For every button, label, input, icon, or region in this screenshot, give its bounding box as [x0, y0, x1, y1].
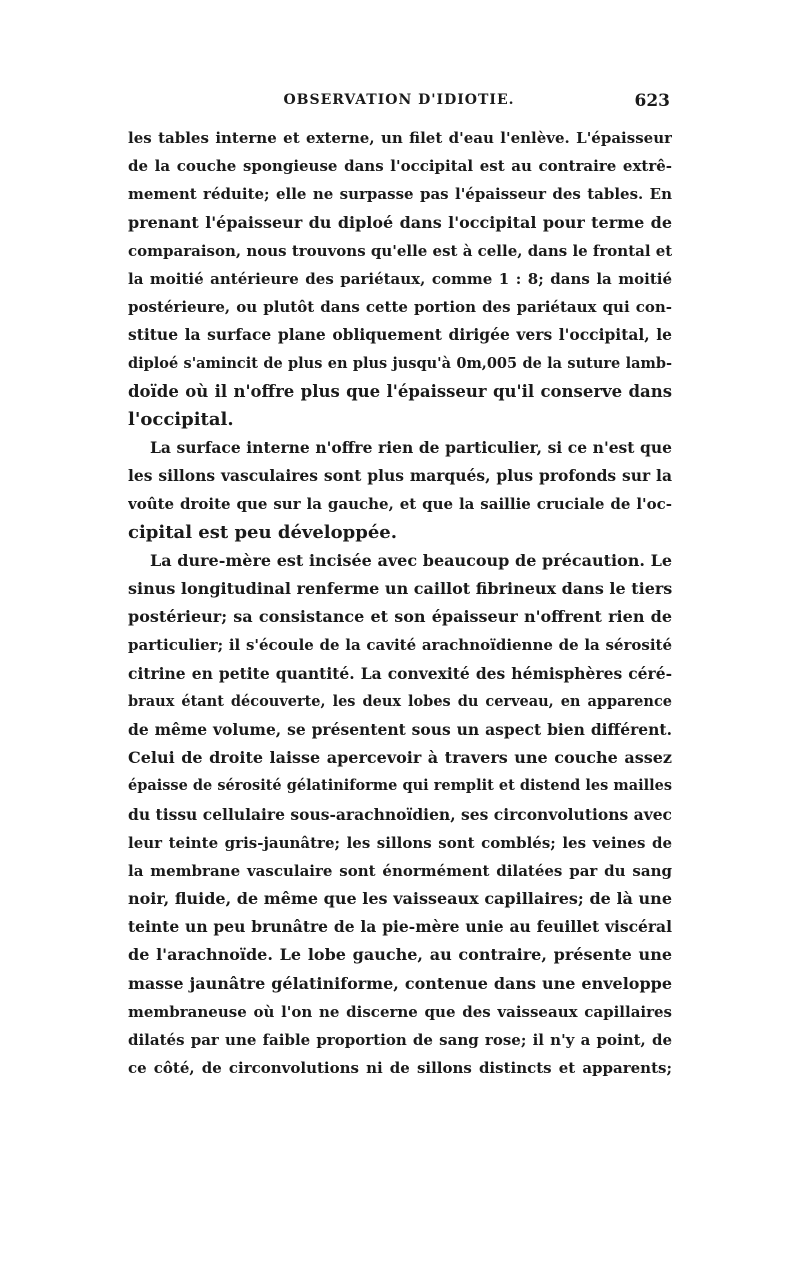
text-line: l'occipital.	[128, 408, 234, 430]
text-line: mement réduite; elle ne surpasse pas l'épaisseur des tables. En	[128, 185, 672, 204]
text-line: du tissu cellulaire sous-arachnoïdien, ses circonvolutions avec	[128, 804, 672, 824]
text-line: La dure-mère est incisée avec beaucoup de précaution. Le	[150, 550, 672, 570]
text-line: teinte un peu brunâtre de la pie-mère unie au feuillet viscéral	[128, 917, 672, 937]
body-text	[128, 124, 672, 1082]
text-line: La surface interne n'offre rien de particulier, si ce n'est que	[150, 438, 672, 458]
text-line: cipital est peu développée.	[128, 521, 397, 543]
text-line: Celui de droite laisse apercevoir à travers une couche assez	[128, 748, 672, 768]
text-line: les tables interne et externe, un filet d'eau l'enlève. L'épaisseur	[128, 129, 672, 147]
text-line: dilatés par une faible proportion de sang rose; il n'y a point, de	[128, 1031, 672, 1049]
text-line: membraneuse où l'on ne discerne que des vaisseaux capillaires	[128, 1002, 672, 1021]
text-line: ce côté, de circonvolutions ni de sillons distincts et apparents;	[128, 1059, 672, 1078]
text-line: la membrane vasculaire sont énormément dilatées par du sang	[128, 861, 672, 880]
text-line: doïde où il n'offre plus que l'épaisseur qu'il conserve dans	[128, 381, 672, 401]
text-line: épaisse de sérosité gélatiniforme qui remplit et distend les mailles	[128, 777, 672, 795]
text-line: stitue la surface plane obliquement dirigée vers l'occipital, le	[128, 325, 672, 345]
text-line: masse jaunâtre gélatiniforme, contenue dans une enveloppe	[128, 973, 672, 993]
text-line: les sillons vasculaires sont plus marqués, plus profonds sur la	[128, 466, 672, 486]
text-line: de la couche spongieuse dans l'occipital est au contraire extrê-	[128, 157, 672, 176]
text-line: particulier; il s'écoule de la cavité arachnoïdienne de la sérosité	[128, 636, 672, 655]
text-line: leur teinte gris-jaunâtre; les sillons sont comblés; les veines de	[128, 833, 672, 852]
text-line: voûte droite que sur la gauche, et que la saillie cruciale de l'oc-	[128, 495, 672, 514]
text-line: braux étant découverte, les deux lobes du cerveau, en apparence	[128, 692, 672, 710]
text-line: noir, fluide, de même que les vaisseaux capillaires; de là une	[128, 889, 672, 909]
text-line: de même volume, se présentent sous un aspect bien différent.	[128, 719, 672, 739]
text-line: sinus longitudinal renferme un caillot fibrineux dans le tiers	[128, 579, 672, 598]
text-line: la moitié antérieure des pariétaux, comme 1 : 8; dans la moitié	[128, 269, 672, 288]
text-line: postérieur; sa consistance et son épaisseur n'offrent rien de	[128, 607, 672, 627]
text-line: diploé s'amincit de plus en plus jusqu'à 0m,005 de la suture lamb-	[128, 354, 672, 372]
text-line: prenant l'épaisseur du diploé dans l'occipital pour terme de	[128, 212, 672, 232]
text-line: citrine en petite quantité. La convexité des hémisphères céré-	[128, 663, 672, 683]
page-number: 623	[634, 91, 670, 111]
running-title: OBSERVATION D'IDIOTIE.	[283, 92, 515, 108]
running-header	[128, 92, 670, 120]
text-line: postérieure, ou plutôt dans cette portion des pariétaux qui con-	[128, 298, 672, 317]
text-line: de l'arachnoïde. Le lobe gauche, au contraire, présente une	[128, 945, 672, 965]
text-line: comparaison, nous trouvons qu'elle est à celle, dans le frontal et	[128, 241, 672, 260]
